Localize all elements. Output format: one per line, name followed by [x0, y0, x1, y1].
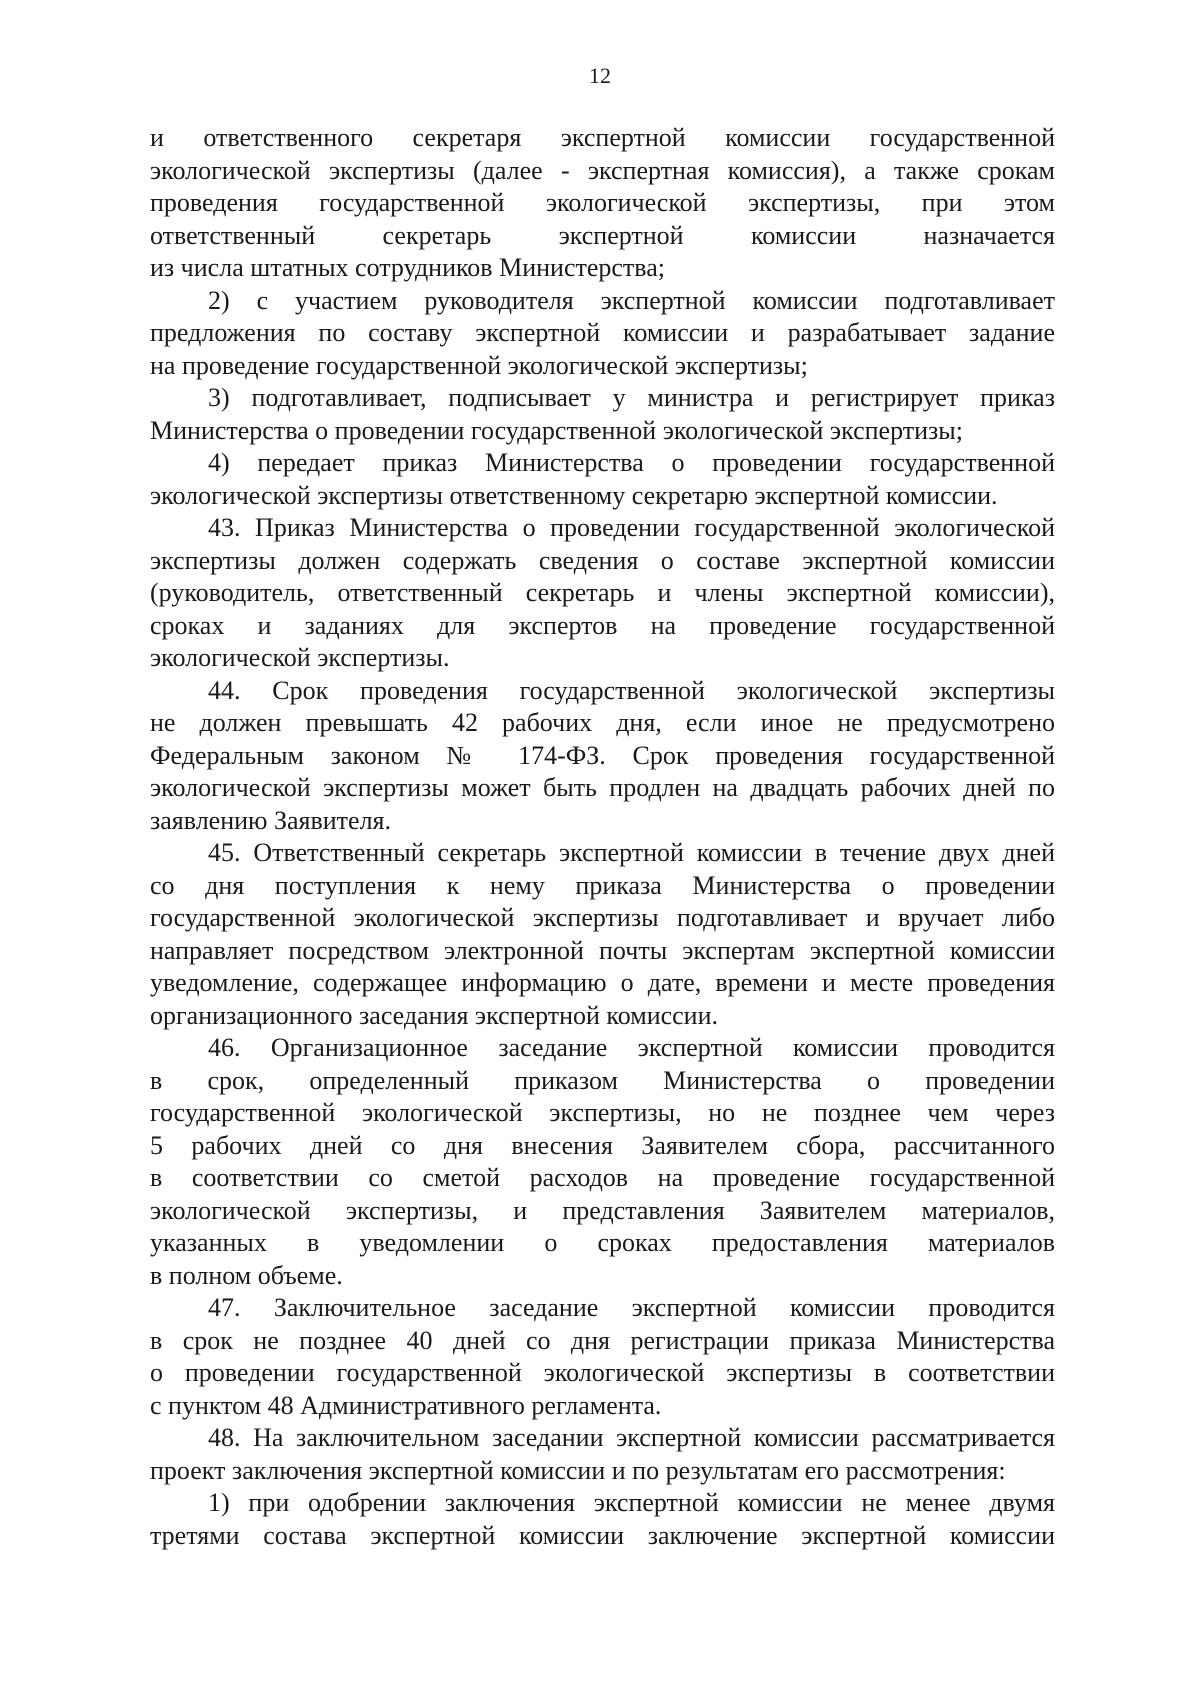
- document-line: экспертизы должен содержать сведения о составе экспертной комиссии: [150, 545, 1055, 575]
- document-line: 44. Срок проведения государственной экологической экспертизы: [208, 675, 1055, 705]
- document-line: с пунктом 48 Административного регламента.: [150, 1390, 662, 1420]
- document-line: ответственный секретарь экспертной комиссии назначается: [150, 220, 1055, 250]
- document-line: экологической экспертизы (далее - экспертная комиссия), а также срокам: [150, 155, 1055, 185]
- document-line: и ответственного секретаря экспертной комиссии государственной: [150, 123, 1055, 152]
- document-line: 1) при одобрении заключения экспертной комиссии не менее двумя: [208, 1488, 1055, 1517]
- document-line: 2) с участием руководителя экспертной комиссии подготавливает: [208, 285, 1055, 315]
- document-line: экологической экспертизы.: [150, 643, 450, 672]
- document-line: проект заключения экспертной комиссии и по результатам его рассмотрения:: [150, 1455, 1006, 1485]
- document-line: 43. Приказ Министерства о проведении государственной экологической: [208, 513, 1055, 542]
- document-line: 47. Заключительное заседание экспертной комиссии проводится: [208, 1293, 1055, 1322]
- document-line: проведения государственной экологической экспертизы, при этом: [150, 188, 1055, 217]
- document-line: 46. Организационное заседание экспертной комиссии проводится: [208, 1033, 1055, 1062]
- document-line: 3) подготавливает, подписывает у министра и регистрирует приказ: [208, 383, 1055, 412]
- document-line: указанных в уведомлении о сроках предоставления материалов: [150, 1228, 1055, 1257]
- document-line: Министерства о проведении государственной экологической экспертизы;: [150, 415, 963, 445]
- document-line: 5 рабочих дней со дня внесения Заявителем сбора, рассчитанного: [150, 1130, 1055, 1160]
- document-line: 48. На заключительном заседании экспертной комиссии рассматривается: [208, 1423, 1055, 1452]
- document-line: в соответствии со сметой расходов на проведение государственной: [150, 1163, 1055, 1192]
- document-line: уведомление, содержащее информацию о дате, времени и месте проведения: [150, 968, 1055, 997]
- document-line: Федеральным законом № 174-ФЗ. Срок проведения государственной: [150, 740, 1055, 770]
- document-line: государственной экологической экспертизы, но не позднее чем через: [150, 1098, 1055, 1127]
- document-line: 4) передает приказ Министерства о проведении государственной: [208, 448, 1055, 477]
- document-line: со дня поступления к нему приказа Министерства о проведении: [150, 870, 1055, 900]
- document-body: [150, 122, 1055, 1552]
- document-line: в срок, определенный приказом Министерства о проведении: [150, 1065, 1055, 1095]
- document-line: заявлению Заявителя.: [150, 805, 392, 835]
- document-line: предложения по составу экспертной комиссии и разрабатывает задание: [150, 318, 1055, 347]
- document-line: экологической экспертизы ответственному секретарю экспертной комиссии.: [150, 480, 998, 510]
- document-line: организационного заседания экспертной комиссии.: [150, 1000, 719, 1030]
- document-line: сроках и заданиях для экспертов на проведение государственной: [150, 610, 1055, 640]
- document-line: из числа штатных сотрудников Министерства;: [150, 253, 665, 282]
- document-line: (руководитель, ответственный секретарь и члены экспертной комиссии),: [150, 578, 1055, 607]
- document-line: экологической экспертизы может быть продлен на двадцать рабочих дней по: [150, 773, 1055, 802]
- document-line: третями состава экспертной комиссии заключение экспертной комиссии: [150, 1520, 1055, 1550]
- document-line: о проведении государственной экологической экспертизы в соответствии: [150, 1358, 1055, 1387]
- document-line: на проведение государственной экологической экспертизы;: [150, 350, 808, 380]
- document-line: в полном объеме.: [150, 1260, 343, 1290]
- document-line: экологической экспертизы, и представления Заявителем материалов,: [150, 1195, 1055, 1225]
- document-line: государственной экологической экспертизы подготавливает и вручает либо: [150, 903, 1055, 932]
- document-line: в срок не позднее 40 дней со дня регистрации приказа Министерства: [150, 1325, 1055, 1355]
- document-line: не должен превышать 42 рабочих дня, если иное не предусмотрено: [150, 708, 1055, 737]
- document-line: 45. Ответственный секретарь экспертной комиссии в течение двух дней: [208, 838, 1055, 867]
- document-line: направляет посредством электронной почты экспертам экспертной комиссии: [150, 935, 1055, 965]
- page-number: 12: [589, 63, 611, 88]
